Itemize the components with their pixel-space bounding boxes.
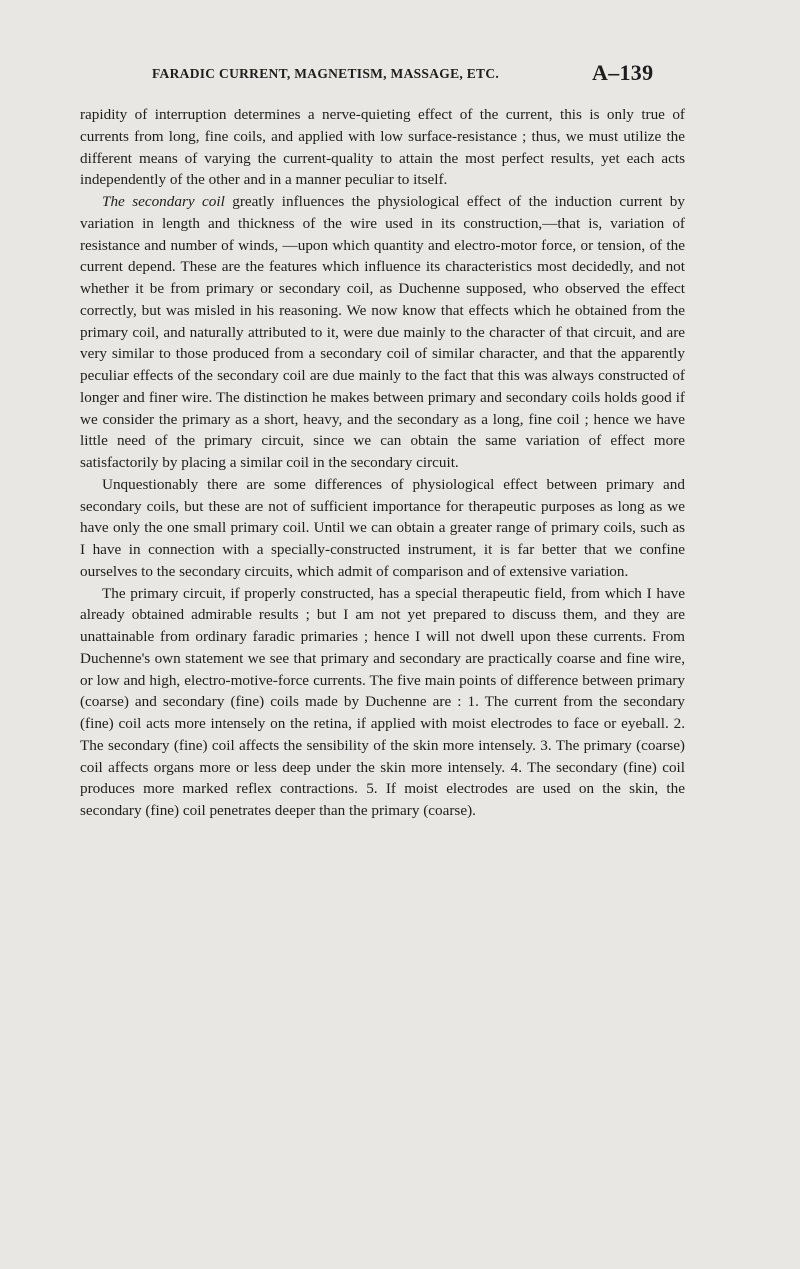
running-title: FARADIC CURRENT, MAGNETISM, MASSAGE, ETC. [152, 66, 500, 81]
paragraph-text: greatly influences the physiological effect of the induction current by variation in length and thickness of the wire used in its construction,—that is, variation of resistance and number of winds, —upon which quantity and electro-motor force, or tension, of the current depend. These are the features which influence its characteristics most decidedly, and not whether it be from primary or secondary coil, as Duchenne supposed, who observed the effect correctly, but was misled in his reasoning. We now know that effects which he obtained from the primary coil, and naturally attributed to it, were due mainly to the character of that circuit, and are very similar to those produced from a secondary coil of similar character, and that the apparently peculiar effects of the secondary coil are due mainly to the fact that this was always constructed of longer and finer wire. The distinction he makes between primary and secondary coils holds good if we consider the primary as a short, heavy, and the secondary as a long, fine coil ; hence we have little need of the primary circuit, since we can obtain the same variation of effect more satisfactorily by placing a similar coil in the secondary circuit. [80, 193, 685, 471]
paragraph [80, 474, 685, 583]
paragraph [80, 583, 685, 822]
paragraph-text: The primary circuit, if properly constructed, has a special therapeutic field, from which I have already obtained admirable results ; but I am not yet prepared to discuss them, and they are unattainable from ordinary faradic primaries ; hence I will not dwell upon these currents. From Duchenne's own statement we see that primary and secondary are practically coarse and fine wire, or low and high, electro-motive-force currents. The five main points of difference between primary (coarse) and secondary (fine) coils made by Duchenne are : 1. The current from the secondary (fine) coil acts more intensely on the retina, if applied with moist electrodes to face or eyeball. 2. The secondary (fine) coil affects the sensibility of the skin more intensely. 3. The primary (coarse) coil affects organs more or less deep under the skin more intensely. 4. The secondary (fine) coil produces more marked reflex contractions. 5. If moist electrodes are used on the skin, the secondary (fine) coil penetrates deeper than the primary (coarse). [80, 584, 685, 819]
paragraph [80, 191, 685, 474]
body-text [80, 104, 685, 822]
paragraph [80, 104, 685, 191]
paragraph-text: Unquestionably there are some differences of physiological effect between primary and secondary coils, but these are not of sufficient importance for therapeutic purposes as long as we have only the one small primary coil. Until we can obtain a greater range of primary coils, such as I have in connection with a specially-constructed instrument, it is far better that we confine ourselves to the secondary circuits, which admit of comparison and of extensive variation. [80, 475, 685, 580]
paragraph-lead-italic: The secondary coil [102, 193, 225, 210]
paragraph-text: rapidity of interruption determines a nerve-quieting effect of the current, this is only true of currents from long, fine coils, and applied with low surface-resistance ; thus, we must utilize the different means of varying the current-quality to attain the most perfect results, yet each acts independently of the other and in a manner peculiar to itself. [80, 106, 685, 189]
page-number: A–139 [592, 60, 654, 85]
